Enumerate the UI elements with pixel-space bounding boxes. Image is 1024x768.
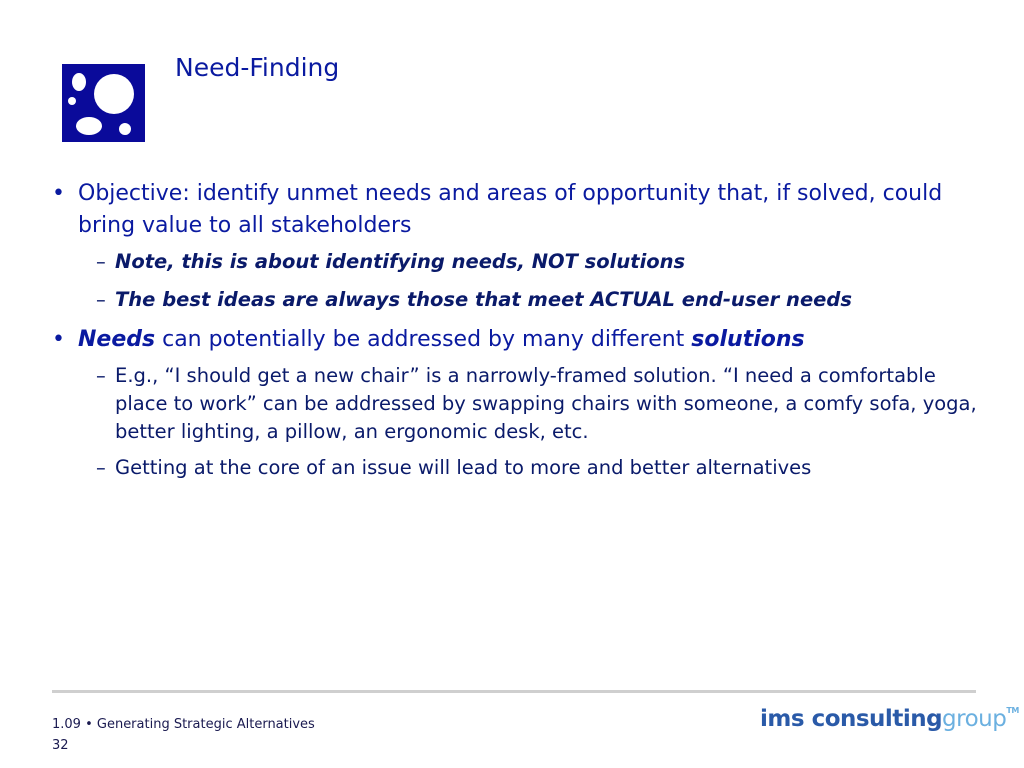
- bubbles-logo-icon: [62, 64, 145, 142]
- bullet-text: can potentially be addressed by many different: [155, 327, 692, 352]
- sub-bullet: [52, 286, 982, 314]
- sub-bullet-text: Note, this is about identifying needs, NOT solutions: [115, 250, 686, 273]
- bullet-glyph: •: [52, 327, 65, 352]
- dash-glyph: –: [96, 288, 106, 311]
- brand-group: group: [942, 706, 1007, 732]
- brand-wordmark: [760, 706, 1019, 732]
- sub-bullet-text: The best ideas are always those that meet ACTUAL end-user needs: [115, 288, 852, 311]
- bullet-text: Objective: identify unmet needs and areas of opportunity that, if solved, could bring value to all stakeholders: [78, 181, 943, 238]
- needs-emphasis: Needs: [78, 327, 156, 352]
- dash-glyph: –: [96, 364, 106, 387]
- brand-trademark: TM: [1006, 706, 1019, 715]
- sub-bullet: [52, 362, 982, 446]
- dash-glyph: –: [96, 250, 106, 273]
- footer-divider: [52, 690, 976, 693]
- sub-bullet-text: E.g., “I should get a new chair” is a narrowly-framed solution. “I need a comfortable place to work” can be addressed by swapping chairs with someone, a comfy sofa, yoga, better lighting, a pillow, an ergonomic desk, etc.: [115, 364, 977, 443]
- page-number: 32: [52, 738, 69, 753]
- bullet-objective: [52, 178, 982, 242]
- slide-title: Need-Finding: [175, 53, 340, 82]
- brand-ims: ims: [760, 706, 805, 732]
- brand-consulting: consulting: [811, 706, 943, 732]
- solutions-emphasis: solutions: [691, 327, 805, 352]
- sub-bullet: [52, 454, 982, 482]
- brand-logo: [760, 706, 1019, 746]
- footer-section: 1.09 • Generating Strategic Alternatives: [52, 717, 315, 732]
- slide-body: [52, 178, 982, 482]
- bullet-glyph: •: [52, 181, 65, 206]
- bullet-needs: [52, 324, 982, 356]
- sub-bullet: [52, 248, 982, 276]
- sub-bullet-text: Getting at the core of an issue will lead to more and better alternatives: [115, 456, 812, 479]
- dash-glyph: –: [96, 456, 106, 479]
